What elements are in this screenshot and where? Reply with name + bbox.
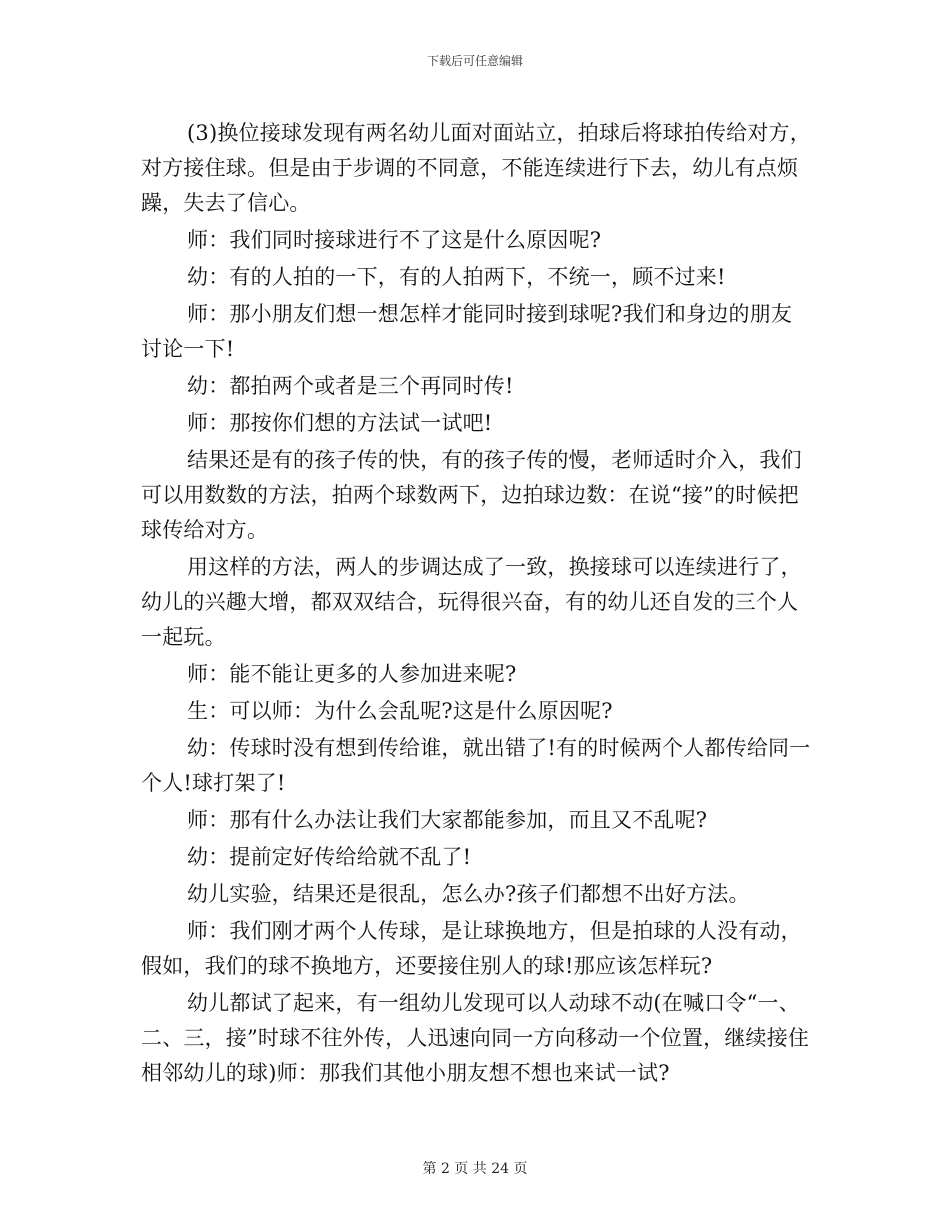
paragraph-3: 幼：有的人拍的一下，有的人拍两下，不统一，顾不过来!: [187, 265, 726, 289]
paragraph-13: 幼：提前定好传给给就不乱了!: [187, 845, 472, 869]
paragraph-5: 幼：都拍两个或者是三个再同时传!: [187, 374, 514, 398]
paragraph-1: (3)换位接球发现有两名幼儿面对面站立，拍球后将球拍传给对方，对方接住球。但是由于步调的不同意，不能连续进行下去，幼儿有点烦躁，失去了信心。: [141, 121, 811, 215]
paragraph-16: 幼儿都试了起来，有一组幼儿发现可以人动球不动(在喊口令“一、二、三，接”时球不往外传，人迅速向同一方向移动一个位置，继续接住相邻幼儿的球)师：那我们其他小朋友想不想也来试一试?: [141, 991, 810, 1085]
document-body: [141, 116, 811, 1093]
paragraph-2: 师：我们同时接球进行不了这是什么原因呢?: [187, 228, 602, 252]
page-header: 下载后可任意编辑: [426, 54, 523, 68]
paragraph-4: 师：那小朋友们想一想怎样才能同时接到球呢?我们和身边的朋友讨论一下!: [141, 302, 793, 361]
paragraph-9: 师：能不能让更多的人参加进来呢?: [187, 662, 517, 686]
paragraph-7: 结果还是有的孩子传的快，有的孩子传的慢，老师适时介入，我们可以用数数的方法，拍两个球数两下，边拍球边数：在说“接”的时候把球传给对方。: [141, 448, 802, 542]
paragraph-11: 幼：传球时没有想到传给谁，就出错了!有的时候两个人都传给同一个人!球打架了!: [141, 736, 811, 795]
paragraph-15: 师：我们刚才两个人传球，是让球换地方，但是拍球的人没有动，假如，我们的球不换地方，还要接住别人的球!那应该怎样玩?: [141, 919, 802, 978]
page-footer: 第 2 页 共 24 页: [422, 1161, 528, 1177]
paragraph-6: 师：那按你们想的方法试一试吧!: [187, 411, 493, 435]
paragraph-10: 生：可以师：为什么会乱呢?这是什么原因呢?: [187, 699, 613, 723]
paragraph-8: 用这样的方法，两人的步调达成了一致，换接球可以连续进行了，幼儿的兴趣大增，都双双结合，玩得很兴奋，有的幼儿还自发的三个人一起玩。: [141, 555, 802, 649]
paragraph-14: 幼儿实验，结果还是很乱，怎么办?孩子们都想不出好方法。: [187, 882, 750, 906]
paragraph-12: 师：那有什么办法让我们大家都能参加，而且又不乱呢?: [187, 808, 708, 832]
